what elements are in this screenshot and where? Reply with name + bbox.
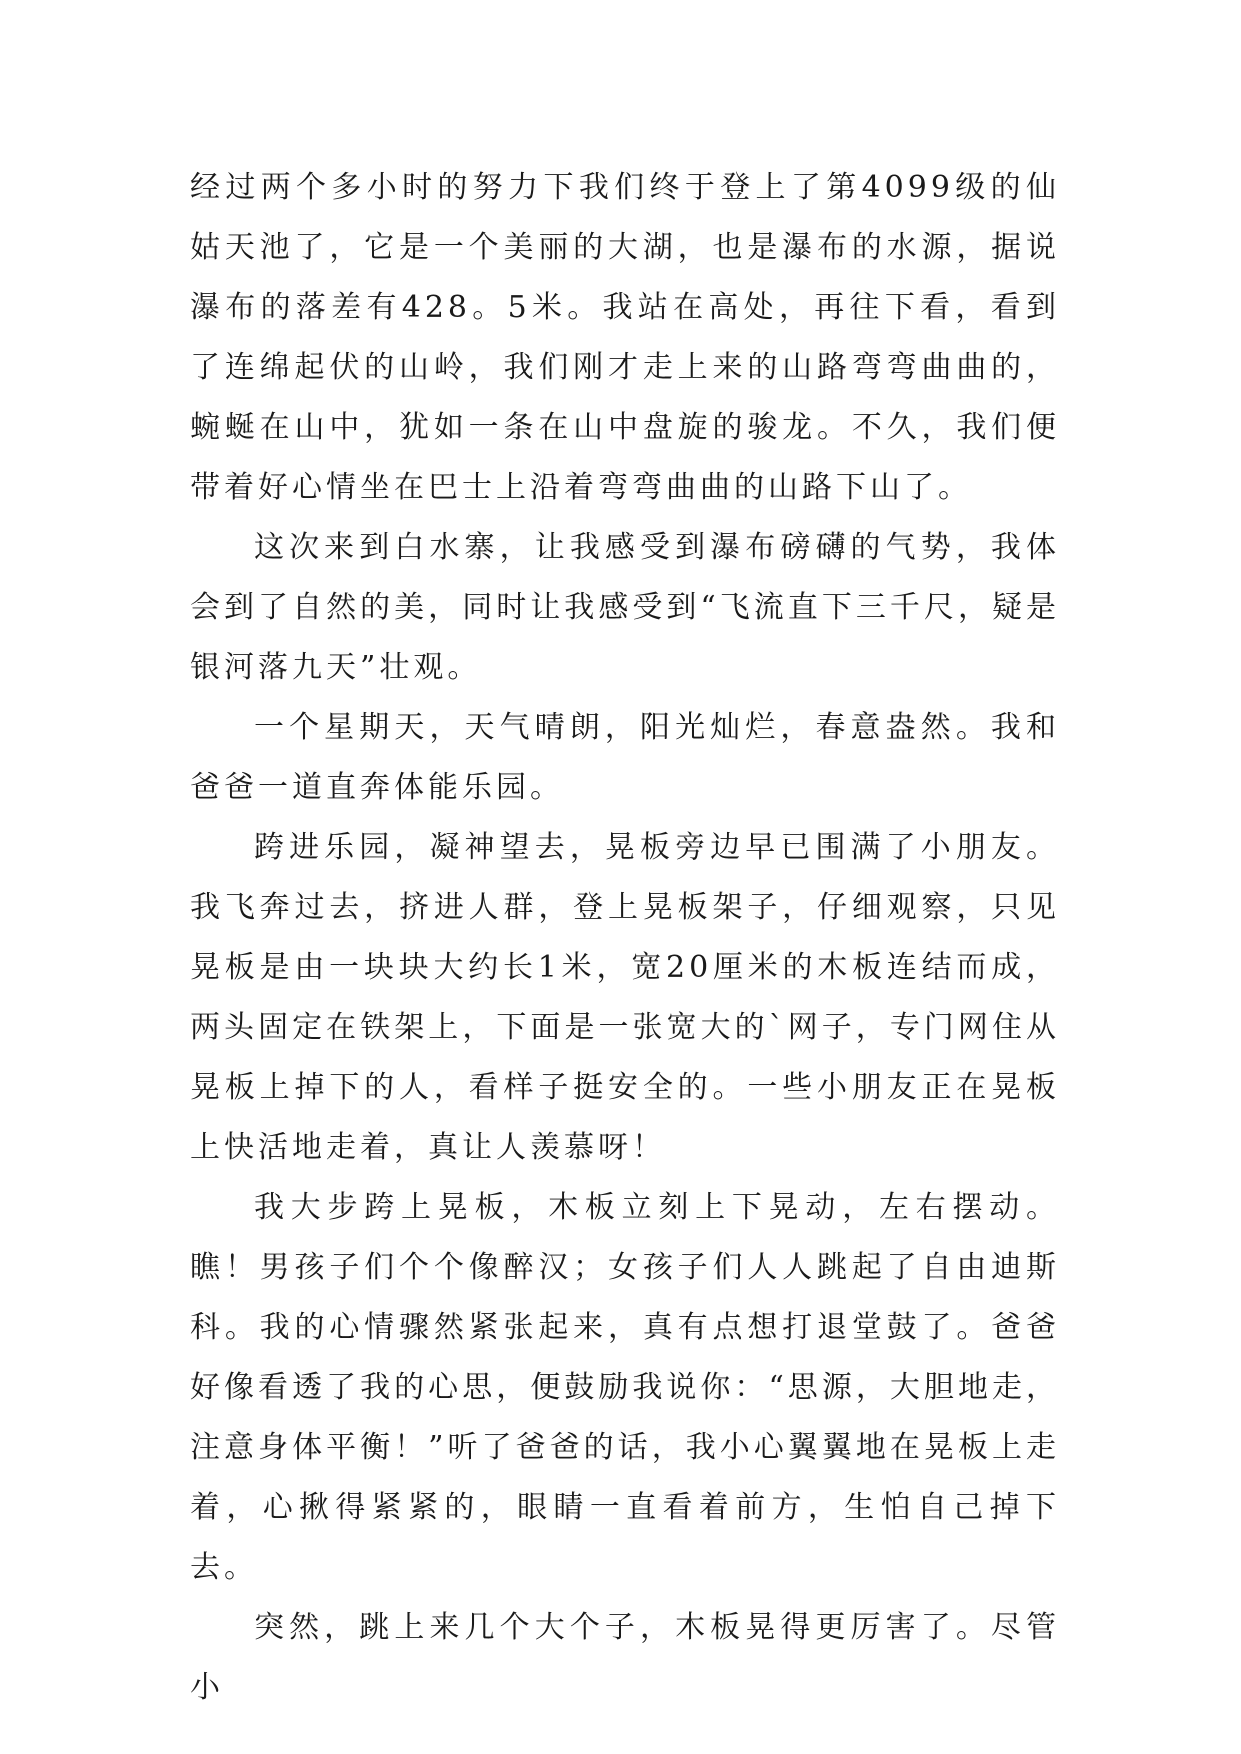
document-body (190, 158, 1060, 1718)
paragraph-3: 一个星期天，天气晴朗，阳光灿烂，春意盎然。我和爸爸一道直奔体能乐园。 (190, 710, 1060, 805)
paragraph-2: 这次来到白水寨，让我感受到瀑布磅礴的气势，我体会到了自然的美，同时让我感受到“飞流直下三千尺，疑是银河落九天”壮观。 (190, 530, 1060, 685)
paragraph-6: 突然，跳上来几个大个子，木板晃得更厉害了。尽管小 (190, 1610, 1060, 1705)
paragraph-1: 经过两个多小时的努力下我们终于登上了第4099级的仙姑天池了，它是一个美丽的大湖，也是瀑布的水源，据说瀑布的落差有428。5米。我站在高处，再往下看，看到了连绵起伏的山岭，我们刚才走上来的山路弯弯曲曲的，蜿蜒在山中，犹如一条在山中盘旋的骏龙。不久，我们便带着好心情坐在巴士上沿着弯弯曲曲的山路下山了。 (190, 170, 1060, 505)
paragraph-5: 我大步跨上晃板，木板立刻上下晃动，左右摆动。瞧！男孩子们个个像醉汉；女孩子们人人跳起了自由迪斯科。我的心情骤然紧张起来，真有点想打退堂鼓了。爸爸好像看透了我的心思，便鼓励我说你：“思源，大胆地走，注意身体平衡！”听了爸爸的话，我小心翼翼地在晃板上走着，心揪得紧紧的，眼睛一直看着前方，生怕自己掉下去。 (190, 1190, 1060, 1585)
paragraph-4: 跨进乐园，凝神望去，晃板旁边早已围满了小朋友。我飞奔过去，挤进人群，登上晃板架子，仔细观察，只见晃板是由一块块大约长1米，宽20厘米的木板连结而成，两头固定在铁架上，下面是一张宽大的`网子，专门网住从晃板上掉下的人，看样子挺安全的。一些小朋友正在晃板上快活地走着，真让人羡慕呀！ (190, 830, 1060, 1165)
